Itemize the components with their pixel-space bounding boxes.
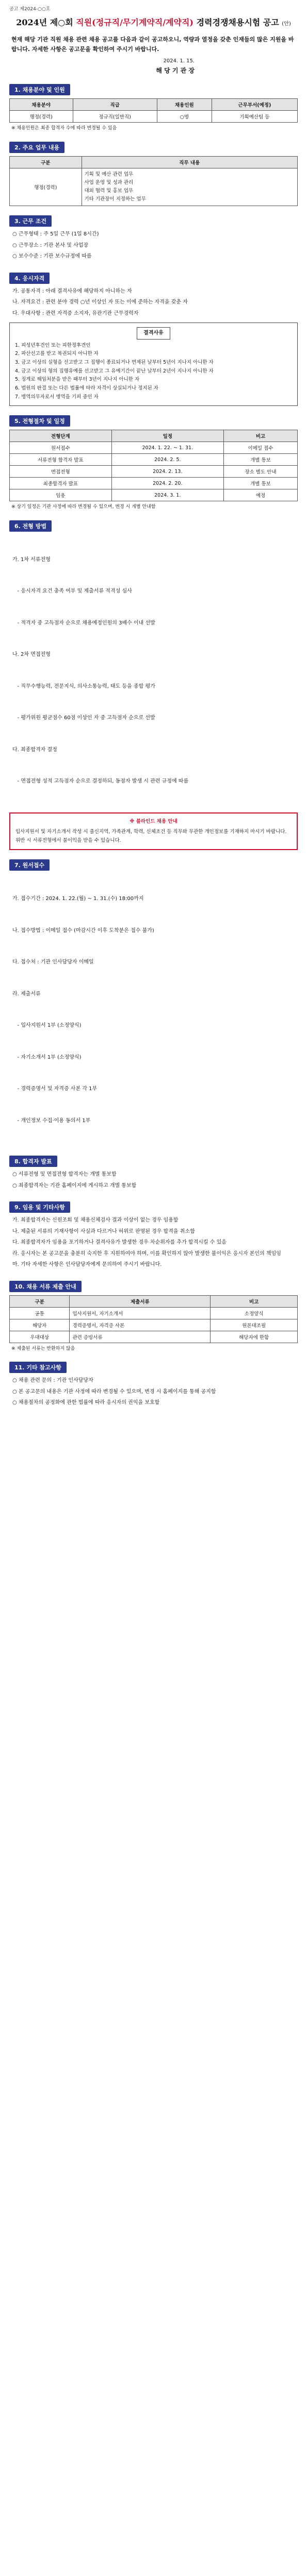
table-cell: 면접전형 (10, 466, 112, 478)
table-row (10, 111, 298, 123)
list-item: ○ 채용절차의 공정화에 관한 법률에 따라 응시자의 권익을 보호함 (12, 1400, 160, 1406)
table-row (10, 1307, 298, 1319)
table-cell: 2024. 2. 13. (111, 466, 223, 478)
table-row (10, 1319, 298, 1331)
list-item: - 적격자 중 고득점자 순으로 채용예정인원의 3배수 이내 선발 (12, 620, 155, 626)
box-title: 결격사유 (15, 327, 292, 340)
list-item: 3. 금고 이상의 실형을 선고받고 그 집행이 종료되거나 면제된 날부터 5년이 지나지 아니한 자 (15, 360, 214, 366)
table-row (10, 454, 298, 466)
list-item: 2. 파산선고를 받고 복권되지 아니한 자 (15, 351, 99, 357)
section-10-table (9, 1295, 298, 1343)
table-header: 구분 (10, 156, 82, 168)
section-5-title: 5. 전형절차 및 일정 (9, 415, 70, 427)
list-item: 다. 접수처 : 기관 인사담당자 이메일 (12, 959, 94, 965)
list-item: - 경력증명서 및 자격증 사본 각 1부 (12, 1086, 98, 1092)
list-item: - 입사지원서 1부 (소정양식) (12, 1023, 82, 1029)
list-item: 다. 최종합격자가 임용을 포기하거나 결격사유가 발생한 경우 차순위자를 추가 합격시킬 수 있음 (12, 1240, 227, 1246)
section-4-body (9, 287, 298, 319)
section-2-title: 2. 주요 업무 내용 (9, 142, 64, 153)
section-6-body (9, 535, 298, 807)
disqualification-box (9, 323, 298, 406)
table-cell: 행정(경력) (10, 111, 73, 123)
table-cell: 소정양식 (211, 1307, 298, 1319)
list-item: 7. 병역의무자로서 병역을 기피 중인 자 (15, 394, 99, 400)
list-item: 1. 피성년후견인 또는 피한정후견인 (15, 342, 91, 348)
table-header: 채용분야 (10, 99, 73, 111)
list-item: 위반 시 서류전형에서 불이익을 받을 수 있습니다. (15, 837, 121, 843)
table-cell: 입사지원서, 자기소개서 (70, 1307, 211, 1319)
table-header: 제출서류 (70, 1295, 211, 1307)
table-cell: 경력증명서, 자격증 사본 (70, 1319, 211, 1331)
section-1-title: 1. 채용분야 및 인원 (9, 84, 70, 95)
list-item: ○ 보수수준 : 기관 보수규정에 따름 (12, 253, 92, 260)
table-header: 직급 (73, 99, 157, 111)
table-header: 구분 (10, 1295, 70, 1307)
list-item: 다. 최종합격자 결정 (12, 747, 57, 753)
table-row (10, 168, 298, 206)
table-cell: 원본대조필 (211, 1319, 298, 1331)
list-item: 가. 최종합격자는 신원조회 및 채용신체검사 결과 이상이 없는 경우 임용함 (12, 1217, 179, 1224)
title-main: 경력경쟁채용시험 공고 (196, 18, 279, 27)
table-cell: 원서접수 (10, 442, 112, 454)
table-cell: ○명 (157, 111, 212, 123)
table-header: 직무 내용 (82, 156, 298, 168)
list-item: 가. 공통자격 : 아래 결격사유에 해당하지 아니하는 자 (12, 288, 132, 294)
table-header: 채용인원 (157, 99, 212, 111)
table-cell: 최종합격자 발표 (10, 478, 112, 489)
list-item: 4. 금고 이상의 형의 집행유예를 선고받고 그 유예기간이 끝난 날부터 2년이 지나지 아니한 자 (15, 368, 214, 374)
list-item: 가. 1차 서류전형 (12, 556, 51, 563)
header-org: 해 당 기 관 장 (156, 67, 195, 75)
list-item: ○ 근무형태 : 주 5일 근무 (1일 8시간) (12, 231, 99, 238)
section-11-body (9, 1376, 298, 1408)
table-header: 근무부서(예정) (212, 99, 297, 111)
title-prefix: 2024년 제○회 (16, 18, 73, 27)
section-4-title: 4. 응시자격 (9, 273, 50, 284)
list-item: 나. 접수방법 : 이메일 접수 (마감시간 이후 도착분은 접수 불가) (12, 927, 154, 934)
table-row (10, 489, 298, 501)
table-row (10, 1331, 298, 1343)
list-item: - 응시자격 요건 충족 여부 및 제출서류 적격성 심사 (12, 588, 132, 595)
table-cell: 우대대상 (10, 1331, 70, 1343)
list-item: ○ 최종합격자는 기관 홈페이지에 게시하고 개별 통보함 (12, 1182, 137, 1189)
list-item: ○ 근무장소 : 기관 본사 및 사업장 (12, 242, 89, 248)
section-9-title: 9. 임용 및 기타사항 (9, 1201, 70, 1213)
notice-number: 공고 제2024-○○호 (9, 7, 51, 12)
list-item: - 평가위원 평균점수 60점 이상인 자 중 고득점자 순으로 선발 (12, 715, 155, 721)
list-item: - 자기소개서 1부 (소정양식) (12, 1054, 82, 1060)
table-cell: 2024. 3. 1. (111, 489, 223, 501)
page-title (9, 16, 298, 28)
title-highlight: 직원(정규직/무기계약직/계약직) (76, 18, 193, 27)
table-cell: 2024. 2. 20. (111, 478, 223, 489)
table-row (10, 466, 298, 478)
table-cell: 해당자에 한함 (211, 1331, 298, 1343)
list-item: 6. 법원의 판결 또는 다른 법률에 따라 자격이 상실되거나 정지된 자 (15, 385, 158, 391)
section-7-title: 7. 원서접수 (9, 859, 50, 871)
section-7-body (9, 874, 298, 1146)
table-row (10, 478, 298, 489)
table-header: 비고 (211, 1295, 298, 1307)
list-item: - 개인정보 수집·이용 동의서 1부 (12, 1117, 91, 1124)
table-cell: 2024. 1. 22. ~ 1. 31. (111, 442, 223, 454)
table-cell: 정규직(일반직) (73, 111, 157, 123)
list-item: 다. 우대사항 : 관련 자격증 소지자, 유관기관 근무경력자 (12, 310, 139, 316)
section-1-note: ※ 채용인원은 최종 합격자 수에 따라 변경될 수 있음 (11, 126, 117, 131)
table-cell: 장소 별도 안내 (223, 466, 297, 478)
table-header: 전형단계 (10, 430, 112, 442)
section-5-note: ※ 상기 일정은 기관 사정에 따라 변경될 수 있으며, 변경 시 개별 안내함 (11, 504, 156, 510)
table-cell: 예정 (223, 489, 297, 501)
list-item: 나. 2차 면접전형 (12, 652, 51, 658)
header-date: 2024. 1. 15. (163, 58, 195, 64)
table-header: 일정 (111, 430, 223, 442)
table-header: 비고 (223, 430, 297, 442)
section-1-table (9, 98, 298, 123)
table-row (10, 442, 298, 454)
section-5-table (9, 430, 298, 501)
section-8-body (9, 1170, 298, 1191)
table-cell: 관련 증빙서류 (70, 1331, 211, 1343)
list-item: 나. 자격요건 : 관련 분야 경력 ○년 이상인 자 또는 이에 준하는 자격을 갖춘 자 (12, 299, 188, 306)
section-11-title: 11. 기타 참고사항 (9, 1362, 67, 1373)
list-item: - 면접전형 성적 고득점자 순으로 결정하되, 동점자 발생 시 관련 규정에 따름 (12, 778, 189, 785)
section-3-body (9, 230, 298, 262)
table-cell: 기획 및 예산 관련 업무 사업 운영 및 성과 관리 대외 협력 및 홍보 업무 기타 기관장이 지정하는 업무 (82, 168, 298, 206)
blind-recruit-notice (9, 812, 298, 851)
list-item: 라. 응시자는 본 공고문을 충분히 숙지한 후 지원하여야 하며, 이를 확인하지 않아 발생한 불이익은 응시자 본인의 책임임 (12, 1250, 281, 1257)
table-cell: 임용 (10, 489, 112, 501)
list-item: 마. 기타 자세한 사항은 인사담당자에게 문의하여 주시기 바랍니다. (12, 1262, 162, 1268)
list-item: ○ 본 공고문의 내용은 기관 사정에 따라 변경될 수 있으며, 변경 시 홈페이지를 통해 공지함 (12, 1388, 216, 1395)
table-cell: 기획예산팀 등 (212, 111, 297, 123)
notice-title: ※ 블라인드 채용 안내 (130, 818, 177, 824)
section-3-title: 3. 근무 조건 (9, 215, 52, 227)
list-item: 가. 접수기간 : 2024. 1. 22.(월) ~ 1. 31.(수) 18:00까지 (12, 896, 144, 902)
list-item: 입사지원서 및 자기소개서 작성 시 출신지역, 가족관계, 학력, 신체조건 등 직무와 무관한 개인정보를 기재하지 마시기 바랍니다. (15, 829, 287, 835)
section-10-note: ※ 제출된 서류는 반환하지 않음 (11, 1346, 75, 1351)
title-small: (안) (282, 21, 291, 27)
section-6-title: 6. 전형 방법 (9, 520, 52, 532)
table-cell: 개별 통보 (223, 478, 297, 489)
list-item: ○ 채용 관련 문의 : 기관 인사담당자 (12, 1378, 93, 1384)
table-cell: 2024. 2. 5. (111, 454, 223, 466)
section-10-title: 10. 채용 서류 제출 안내 (9, 1281, 82, 1292)
list-item: 5. 징계로 해임처분을 받은 때부터 3년이 지나지 아니한 자 (15, 377, 140, 383)
section-2-table (9, 156, 298, 207)
intro-text: 현재 해당 기관 직원 채용 관련 채용 공고를 다음과 같이 공고하오니, 역량과 열정을 갖춘 인재들의 많은 지원을 바랍니다. 자세한 사항은 공고문을 확인하여 주시기 바랍니다. (11, 36, 294, 53)
table-cell: 서류전형 합격자 발표 (10, 454, 112, 466)
table-cell: 이메일 접수 (223, 442, 297, 454)
list-item: 라. 제출서류 (12, 991, 41, 997)
table-cell: 해당자 (10, 1319, 70, 1331)
list-item: 나. 제출된 서류의 기재사항이 사실과 다르거나 허위로 판명된 경우 합격을 취소함 (12, 1228, 195, 1234)
section-9-body (9, 1216, 298, 1270)
section-8-title: 8. 합격자 발표 (9, 1156, 57, 1167)
table-cell: 행정(경력) (10, 168, 82, 206)
list-item: - 직무수행능력, 전문지식, 의사소통능력, 태도 등을 종합 평가 (12, 683, 155, 689)
table-cell: 개별 통보 (223, 454, 297, 466)
table-cell: 공통 (10, 1307, 70, 1319)
list-item: ○ 서류전형 및 면접전형 합격자는 개별 통보함 (12, 1172, 117, 1178)
